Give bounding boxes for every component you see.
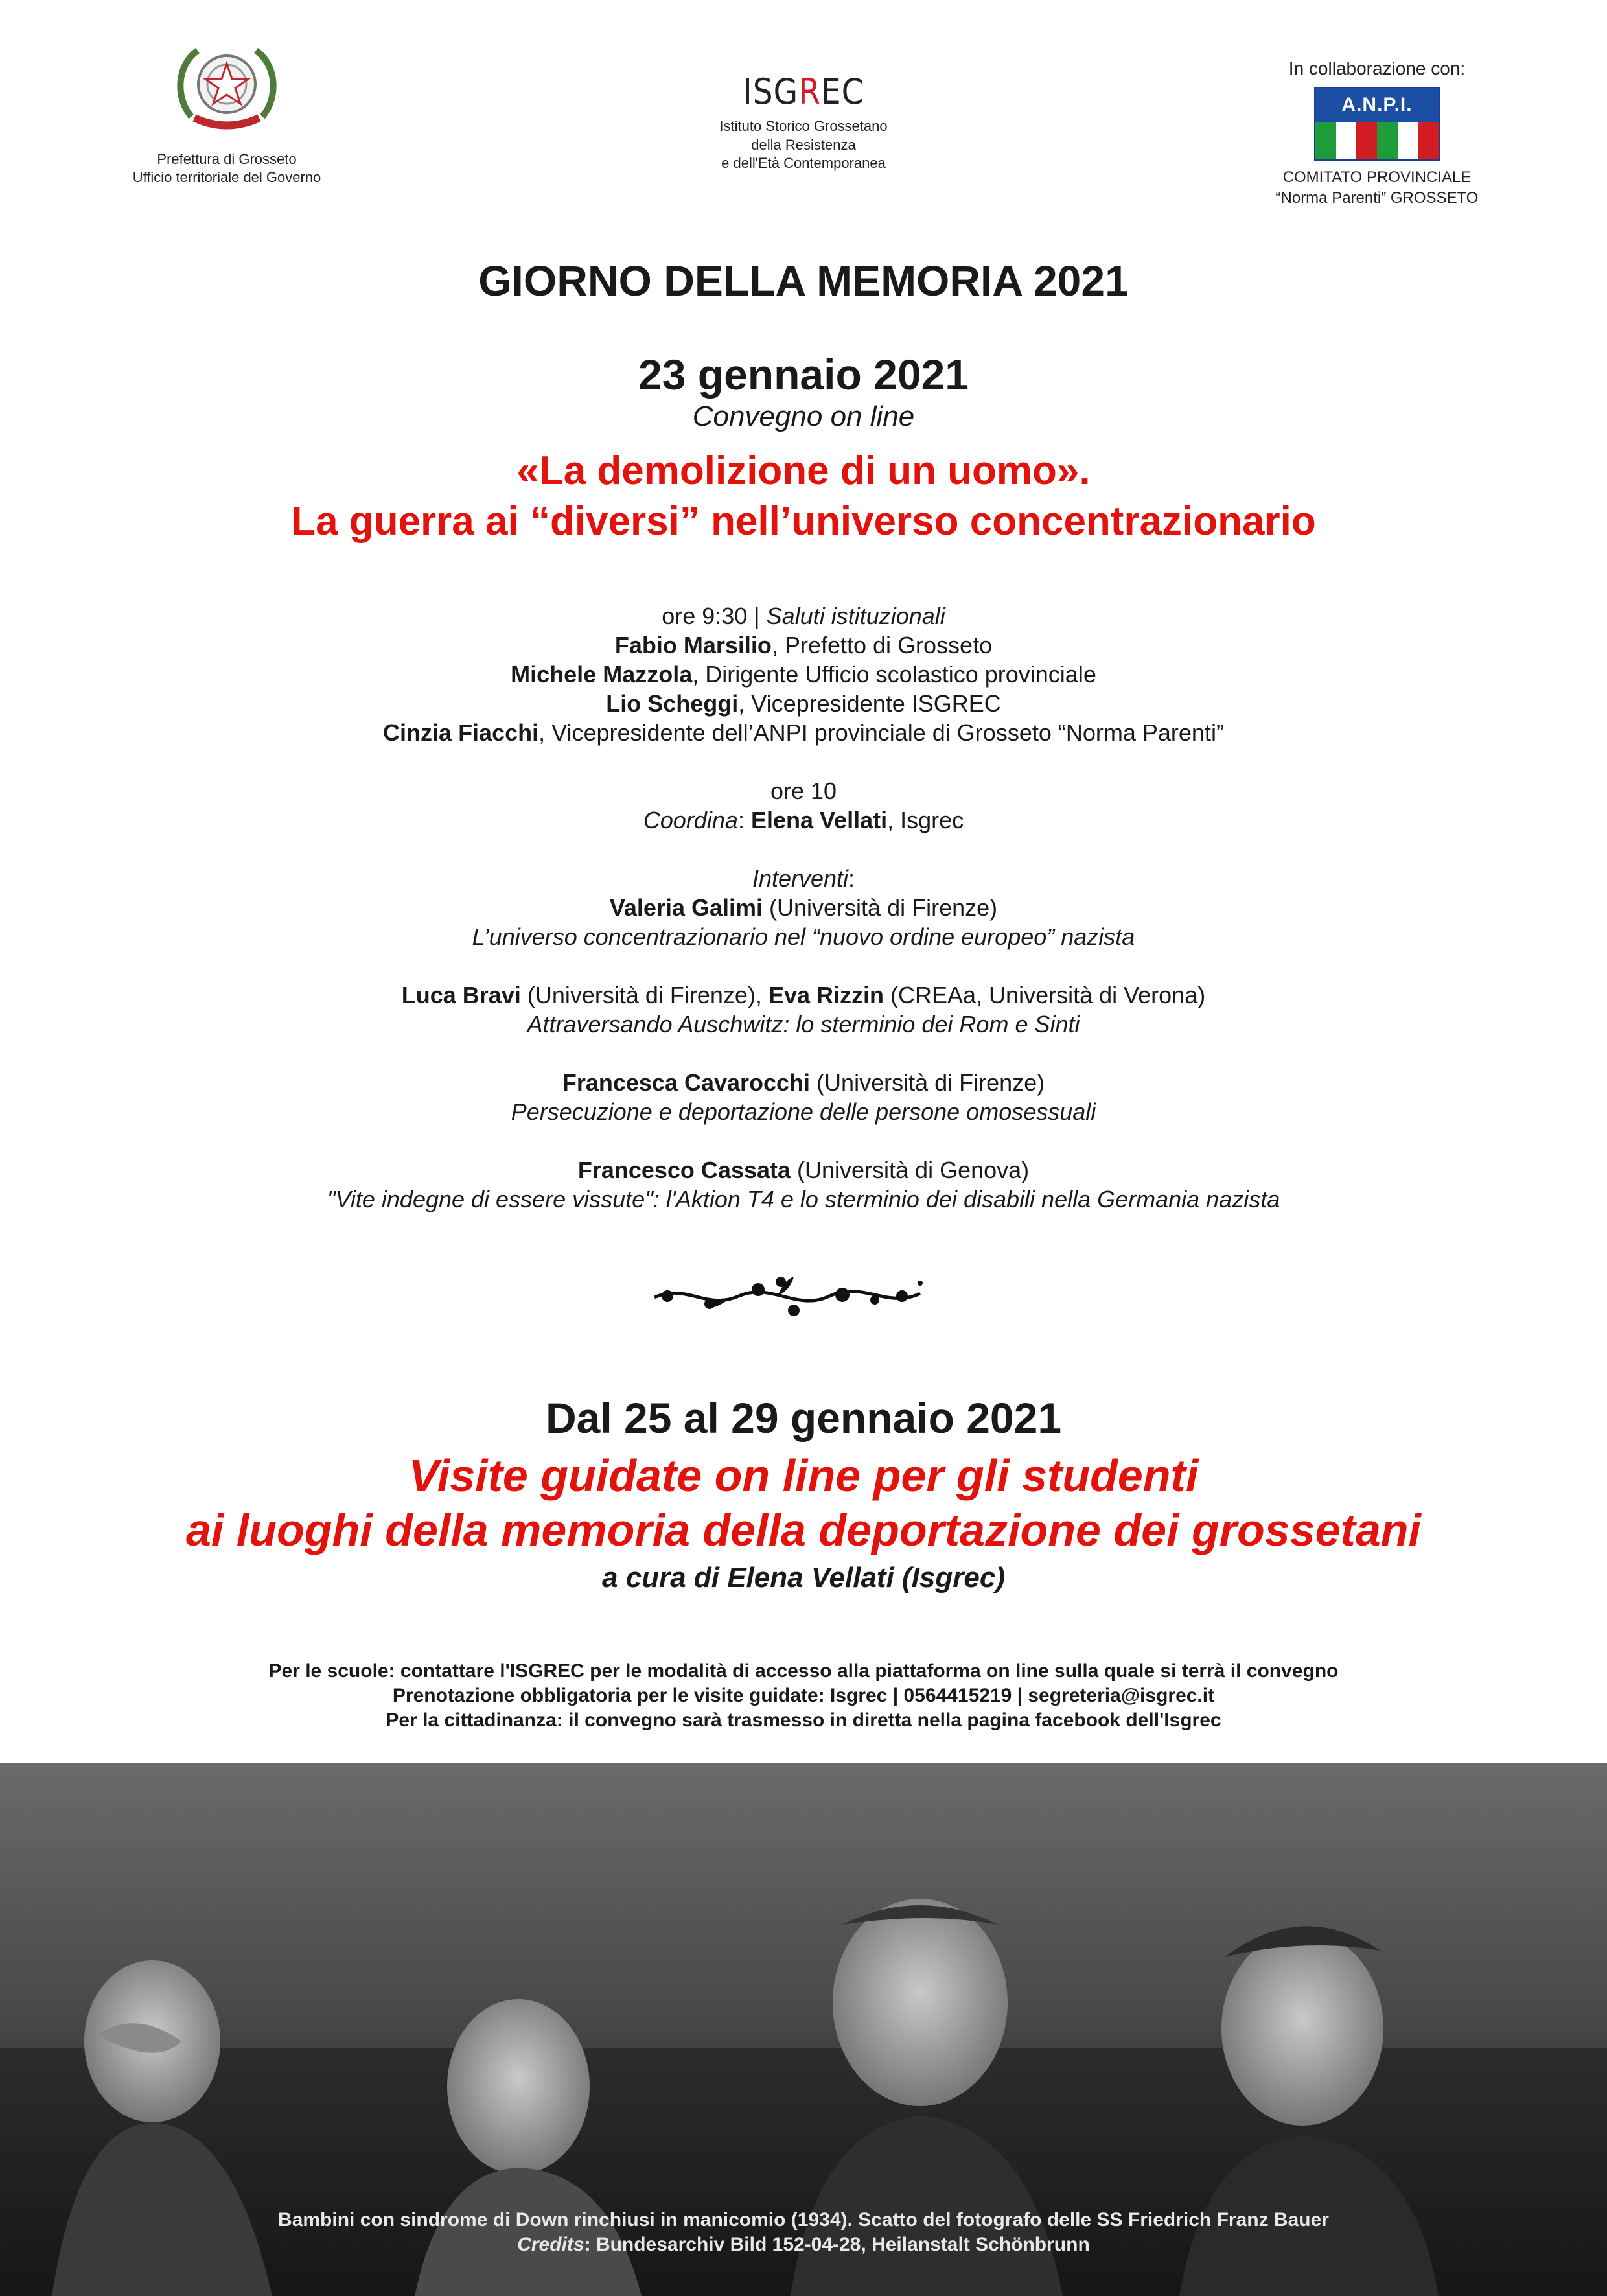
- anpi-acronym: A.N.P.I.: [1315, 88, 1439, 122]
- headline-line1: «La demolizione di un uomo».: [516, 448, 1091, 493]
- visits-date: Dal 25 al 29 gennaio 2021: [545, 1394, 1062, 1442]
- event-date: 23 gennaio 2021: [638, 351, 969, 399]
- talk-title: "Vite indegne di essere vissute": l'Aktion T4 e lo sterminio dei disabili nella Germania nazista: [327, 1186, 1280, 1212]
- note-public: Per la cittadinanza: il convegno sarà trasmesso in diretta nella pagina facebook dell'Isgrec: [386, 1710, 1221, 1731]
- visits-line1: Visite guidate on line per gli studenti: [408, 1450, 1199, 1501]
- isgrec-logo: [680, 71, 927, 173]
- anpi-intro: In collaborazione con:: [1288, 58, 1466, 78]
- info-notes: [0, 1659, 1607, 1733]
- speaker-line: Cinzia Fiacchi, Vicepresidente dell’ANPI provinciale di Grosseto “Norma Parenti”: [383, 719, 1224, 746]
- talk-title: Attraversando Auschwitz: lo sterminio dei Rom e Sinti: [527, 1011, 1080, 1038]
- talk-speaker: Francesca Cavarocchi (Università di Firenze): [562, 1069, 1045, 1096]
- prefettura-line1: Prefettura di Grosseto: [157, 150, 297, 167]
- program: [0, 601, 1607, 1214]
- talk-speaker: Francesco Cassata (Università di Genova): [577, 1157, 1030, 1183]
- headline-line2: La guerra ai “diversi” nell’universo concentrazionario: [291, 498, 1316, 544]
- talk-title: Persecuzione e deportazione delle persone omosessuali: [511, 1098, 1096, 1125]
- event-headline: [0, 446, 1607, 546]
- talk-title: L’universo concentrazionario nel “nuovo ordine europeo” nazista: [472, 923, 1135, 950]
- anpi-line1: COMITATO PROVINCIALE: [1282, 168, 1472, 187]
- anpi-line2: “Norma Parenti” GROSSETO: [1275, 189, 1479, 207]
- prefettura-logo: [110, 39, 343, 187]
- isgrec-line1: Istituto Storico Grossetano: [719, 118, 888, 134]
- event-format: Convegno on line: [692, 400, 915, 432]
- caption-credits: Credits: Bundesarchiv Bild 152-04-28, Heilanstalt Schönbrunn: [517, 2234, 1090, 2255]
- prefettura-line2: Ufficio territoriale del Governo: [132, 169, 321, 186]
- isgrec-line3: e dell'Età Contemporanea: [721, 155, 886, 172]
- coordination-line: Coordina: Elena Vellati, Isgrec: [643, 807, 964, 833]
- speaker-line: Michele Mazzola, Dirigente Ufficio scolastico provinciale: [511, 661, 1096, 688]
- greetings-heading: ore 9:30 | Saluti istituzionali: [662, 603, 945, 629]
- second-session-time: ore 10: [770, 778, 837, 804]
- visits-line2: ai luoghi della memoria della deportazione dei grossetani: [186, 1505, 1421, 1555]
- note-booking: Prenotazione obbligatoria per le visite guidate: Isgrec | 0564415219 | segreteria@isgrec.it: [392, 1685, 1215, 1706]
- isgrec-line2: della Resistenza: [751, 136, 856, 153]
- event-title: GIORNO DELLA MEMORIA 2021: [478, 257, 1129, 305]
- interventi-heading: Interventi:: [752, 865, 855, 892]
- speaker-line: Fabio Marsilio, Prefetto di Grosseto: [614, 632, 993, 658]
- talk-speaker: Luca Bravi (Università di Firenze), Eva Rizzin (CREAa, Università di Verona): [401, 982, 1206, 1008]
- italian-republic-emblem-icon: [172, 39, 282, 136]
- anpi-logo: [1251, 57, 1503, 208]
- isgrec-wordmark: ISGREC: [743, 71, 864, 112]
- photo-caption: [0, 2208, 1607, 2257]
- anpi-flag-icon: [1314, 87, 1440, 161]
- caption-line1: Bambini con sindrome di Down rinchiusi in manicomio (1934). Scatto del fotografo delle SS Friedrich Franz Bauer: [278, 2209, 1329, 2231]
- floral-divider-icon: [648, 1270, 927, 1322]
- speaker-line: Lio Scheggi, Vicepresidente ISGREC: [606, 690, 1001, 717]
- visits-curator: a cura di Elena Vellati (Isgrec): [602, 1562, 1005, 1594]
- talk-speaker: Valeria Galimi (Università di Firenze): [609, 894, 998, 921]
- italian-flag-stripes: [1315, 122, 1439, 159]
- visits-headline: [0, 1448, 1607, 1557]
- historical-photo: [0, 1763, 1607, 2296]
- note-schools: Per le scuole: contattare l'ISGREC per le modalità di accesso alla piattaforma on line sulla quale si terrà il convegno: [268, 1660, 1339, 1682]
